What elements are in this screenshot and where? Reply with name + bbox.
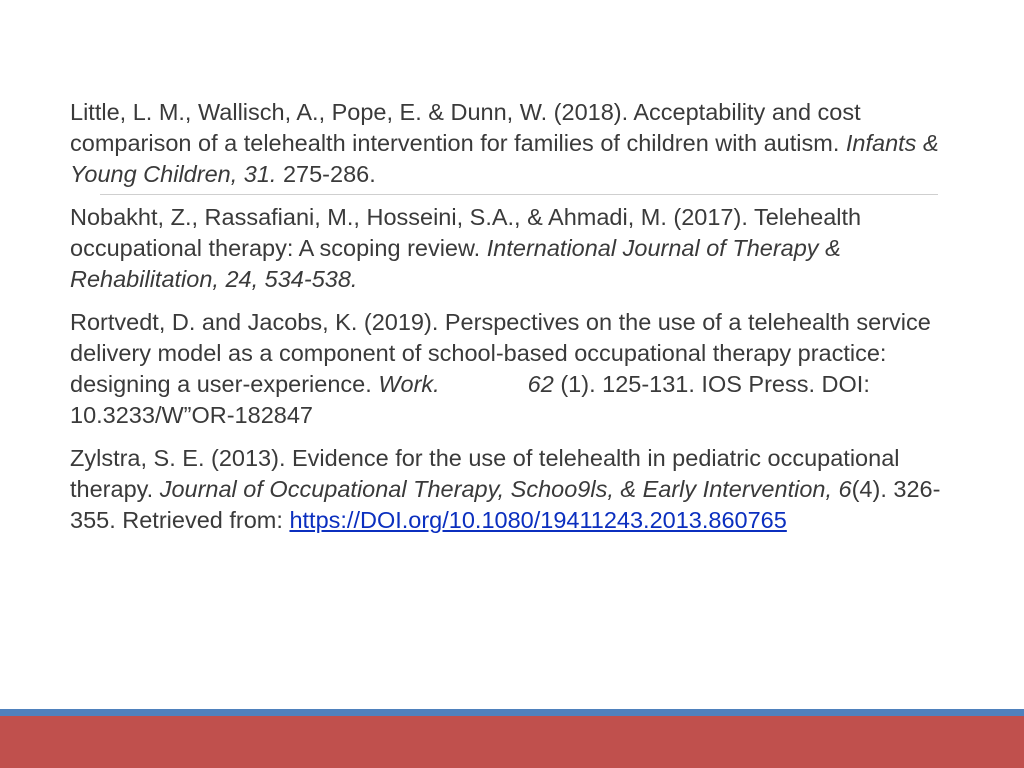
footer-blue-stripe: [0, 709, 1024, 716]
reference-pages: 275-286.: [276, 161, 376, 187]
reference-text: Little, L. M., Wallisch, A., Pope, E. & Dunn, W. (2018). Acceptability and cost comparison of a telehealth intervention for families of children with autism.: [70, 99, 861, 156]
divider-line: [100, 194, 938, 195]
reference-text: Zylstra, S. E. (2013). Evidence for the use of telehealth in pediatric occupational therapy.: [70, 445, 900, 502]
reference-text: Nobakht, Z., Rassafiani, M., Hosseini, S.A., & Ahmadi, M. (2017). Telehealth occupational therapy: A scoping review.: [70, 204, 862, 261]
reference-journal: International Journal of Therapy & Rehabilitation, 24, 534-538.: [70, 235, 841, 292]
footer-red-band: [0, 716, 1024, 768]
reference-journal: Journal of Occupational Therapy, Schoo9ls, & Early Intervention, 6: [159, 476, 852, 502]
reference-text: Rortvedt, D. and Jacobs, K. (2019). Perspectives on the use of a telehealth service delivery model as a component of school-based occupational therapy practice: designing a user-experience.: [70, 309, 931, 397]
reference-journal: Work.: [378, 371, 440, 397]
reference-zylstra-2013: [70, 443, 970, 536]
doi-link[interactable]: https://DOI.org/10.1080/19411243.2013.860765: [289, 507, 787, 533]
reference-little-2018: [70, 97, 970, 190]
reference-volume: 62: [527, 371, 554, 397]
reference-list: [70, 97, 970, 548]
reference-nobakht-2017: [70, 202, 970, 295]
reference-rortvedt-2019: [70, 307, 970, 431]
reference-pages: (1). 125-131. IOS Press. DOI: 10.3233/W”OR-182847: [70, 371, 870, 428]
reference-pages: (4). 326-355. Retrieved from:: [70, 476, 941, 533]
reference-journal: Infants & Young Children, 31.: [70, 130, 939, 187]
